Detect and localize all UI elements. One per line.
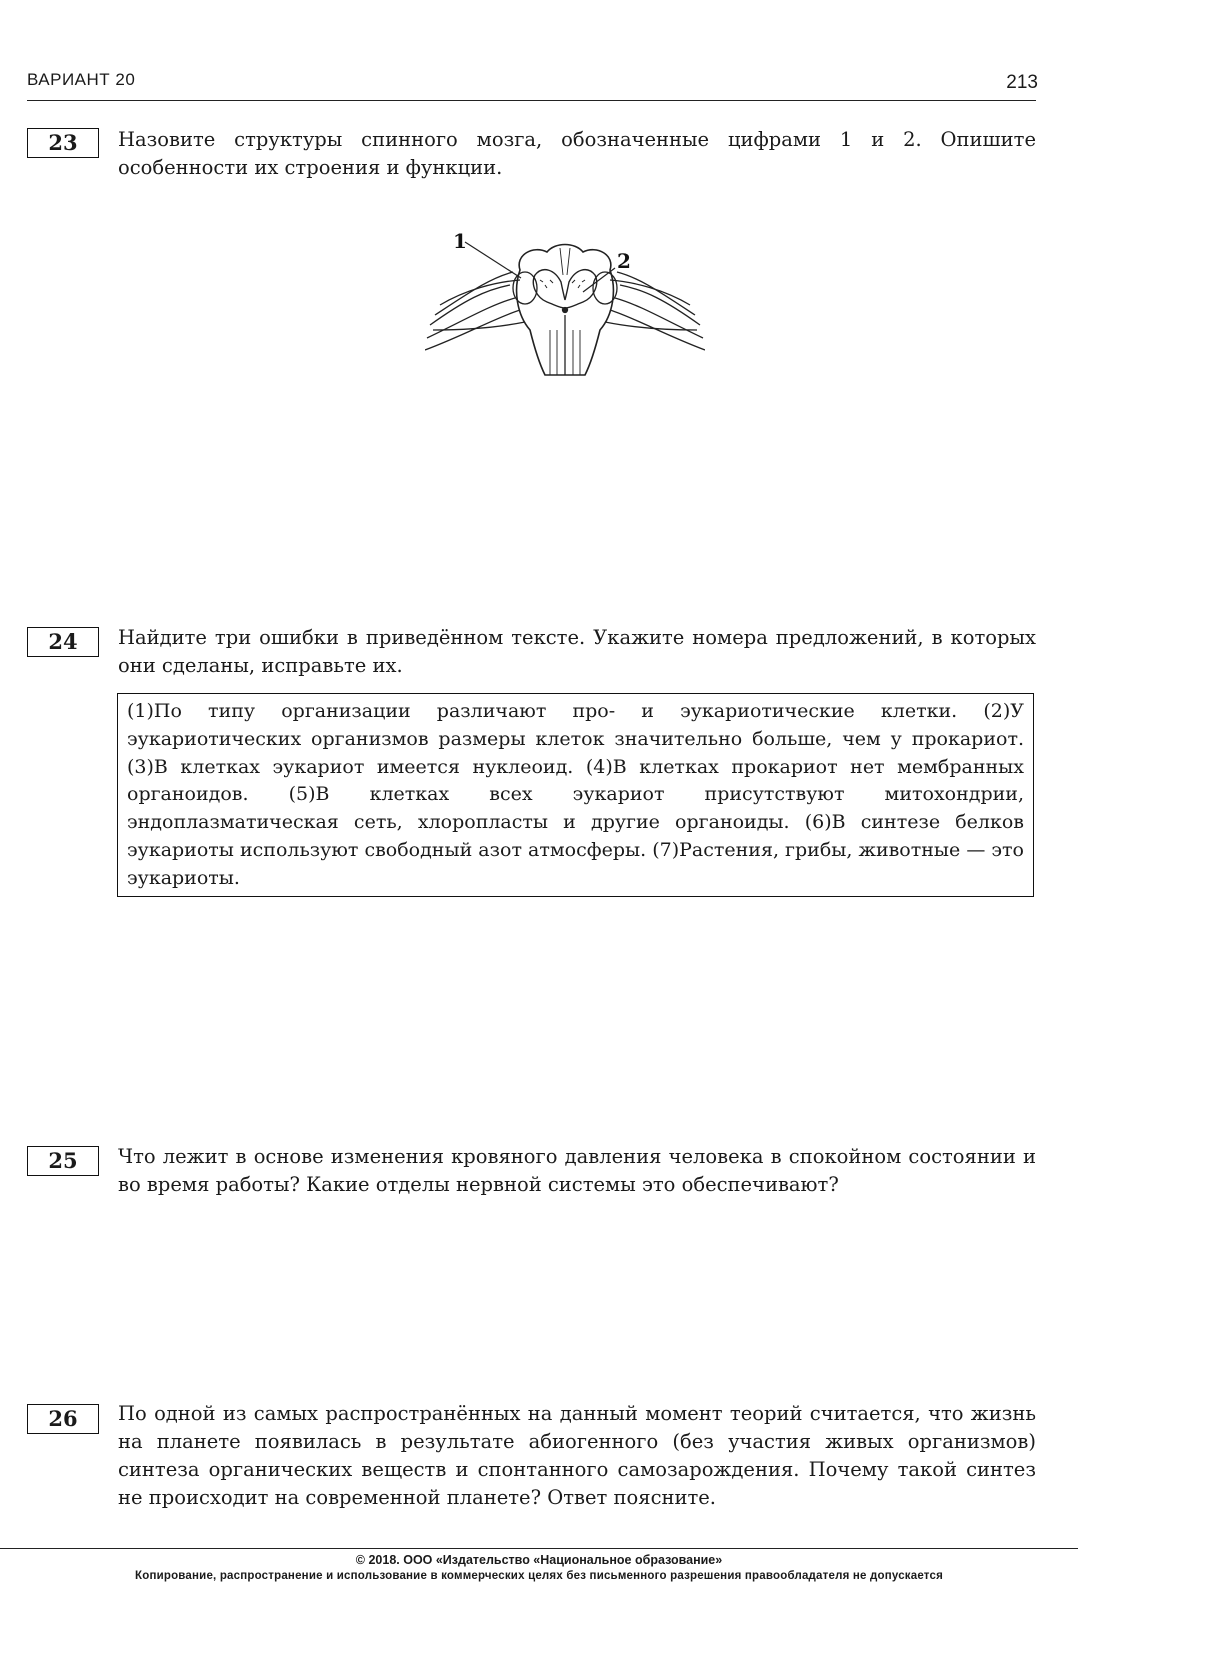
copyright-notice: © 2018. ООО «Издательство «Национальное образование» bbox=[355, 1553, 723, 1567]
question-number: 25 bbox=[27, 1146, 99, 1176]
page-number: 213 bbox=[1006, 72, 1038, 93]
footer-divider bbox=[0, 1548, 1078, 1549]
question-text: Назовите структуры спинного мозга, обозначенные цифрами 1 и 2. Опишите особенности их строения и функции. bbox=[118, 128, 1036, 179]
figure-label-2: 2 bbox=[617, 249, 631, 273]
question-text: Найдите три ошибки в приведённом тексте. Укажите номера предложений, в которых они сделаны, исправьте их. bbox=[118, 626, 1036, 677]
error-passage-box: (1)По типу организации различают про- и эукариотические клетки. (2)У эукариотических организмов размеры клеток значительно больше, чем у прокариот. (3)В клетках эукариот имеется нуклеоид. (4)В клетках прокариот нет мембранных органоидов. (5)В клетках всех эукариот присутствуют митохондрии, эндоплазматическая сеть, хлоропласты и другие органоиды. (6)В синтезе белков эукариоты используют свободный азот атмосферы. (7)Растения, грибы, животные — это эукариоты. bbox=[117, 693, 1034, 897]
legal-notice: Копирование, распространение и использование в коммерческих целях без письменного разрешения правообладателя не допускается bbox=[135, 1570, 943, 1582]
question-number: 26 bbox=[27, 1404, 99, 1434]
question-number: 23 bbox=[27, 128, 99, 158]
spinal-cord-figure bbox=[425, 230, 705, 405]
figure-label-1: 1 bbox=[453, 230, 467, 253]
header-divider bbox=[27, 100, 1036, 101]
question-number: 24 bbox=[27, 627, 99, 657]
variant-title: ВАРИАНТ 20 bbox=[27, 70, 136, 89]
question-text: Что лежит в основе изменения кровяного давления человека в спокойном состоянии и во время работы? Какие отделы нервной системы это обеспечивают? bbox=[118, 1145, 1036, 1196]
question-text: По одной из самых распространённых на данный момент теорий считается, что жизнь на планете появилась в результате абиогенного (без участия живых организмов) синтеза органических веществ и спонтанного самозарождения. Почему такой синтез не происходит на современной планете? Ответ поясните. bbox=[118, 1402, 1036, 1509]
spinal-cord-illustration bbox=[425, 230, 705, 405]
